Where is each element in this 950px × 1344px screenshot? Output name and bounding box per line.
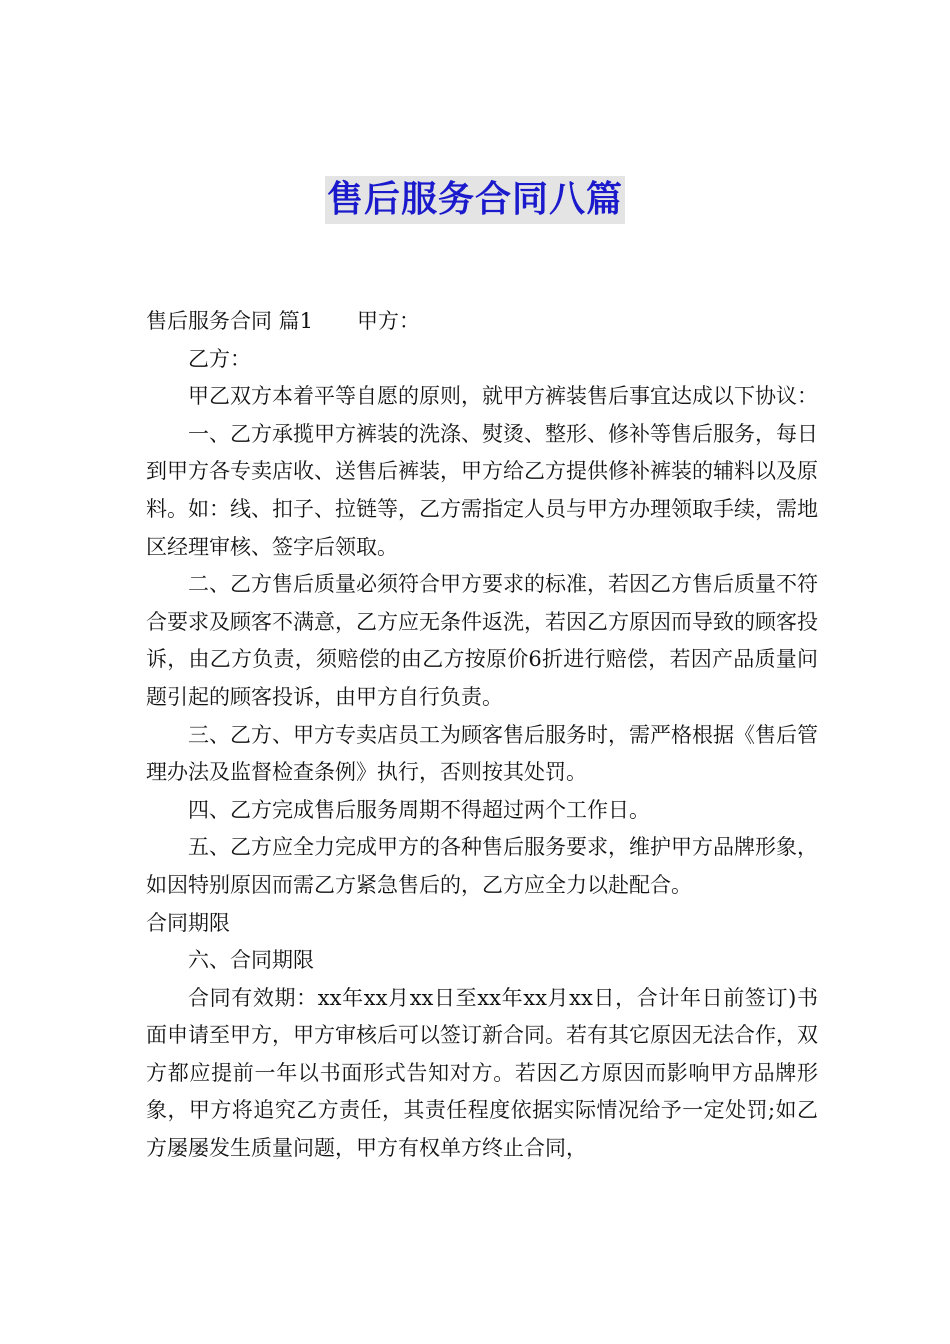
contract-label: 售后服务合同 篇1 xyxy=(146,309,314,333)
contract-heading-line xyxy=(146,303,818,341)
document-body xyxy=(146,303,818,1168)
paragraph-party-b: 乙方： xyxy=(188,346,251,371)
party-a-label: 甲方： xyxy=(357,309,421,333)
paragraph-clause-3: 三、乙方、甲方专卖店员工为顾客售后服务时，需严格根据《售后管理办法及监督检查条例》执行，否则按其处罚。 xyxy=(146,722,818,785)
paragraph-clause-4: 四、乙方完成售后服务周期不得超过两个工作日。 xyxy=(188,797,650,822)
section-label: 合同期限 xyxy=(146,910,230,935)
paragraph-clause-5: 五、乙方应全力完成甲方的各种售后服务要求，维护甲方品牌形象，如因特别原因而需乙方紧急售后的，乙方应全力以赴配合。 xyxy=(146,835,818,897)
paragraph-clause-6-heading: 六、合同期限 xyxy=(188,948,314,973)
title-area xyxy=(0,176,950,224)
document-title: 售后服务合同八篇 xyxy=(325,176,625,224)
paragraph-validity: 合同有效期：xx年xx月xx日至xx年xx月xx日，合计年日前签订)书面申请至甲方，甲方审核后可以签订新合同。若有其它原因无法合作，双方都应提前一年以书面形式告知对方。若因乙方原因而影响甲方品牌形象，甲方将追究乙方责任，其责任程度依据实际情况给予一定处罚;如乙方屡屡发生质量问题，甲方有权单方终止合同， xyxy=(146,985,818,1161)
paragraph-clause-1: 一、乙方承揽甲方裤装的洗涤、熨烫、整形、修补等售后服务，每日到甲方各专卖店收、送售后裤装，甲方给乙方提供修补裤装的辅料以及原料。如：线、扣子、拉链等，乙方需指定人员与甲方办理领取手续，需地区经理审核、签字后领取。 xyxy=(146,421,818,559)
paragraph-preamble: 甲乙双方本着平等自愿的原则，就甲方裤装售后事宜达成以下协议： xyxy=(188,384,818,409)
paragraph-clause-2: 二、乙方售后质量必须符合甲方要求的标准，若因乙方售后质量不符合要求及顾客不满意，乙方应无条件返洗，若因乙方原因而导致的顾客投诉，由乙方负责，须赔偿的由乙方按原价6折进行赔偿，若因产品质量问题引起的顾客投诉，由甲方自行负责。 xyxy=(146,572,818,709)
